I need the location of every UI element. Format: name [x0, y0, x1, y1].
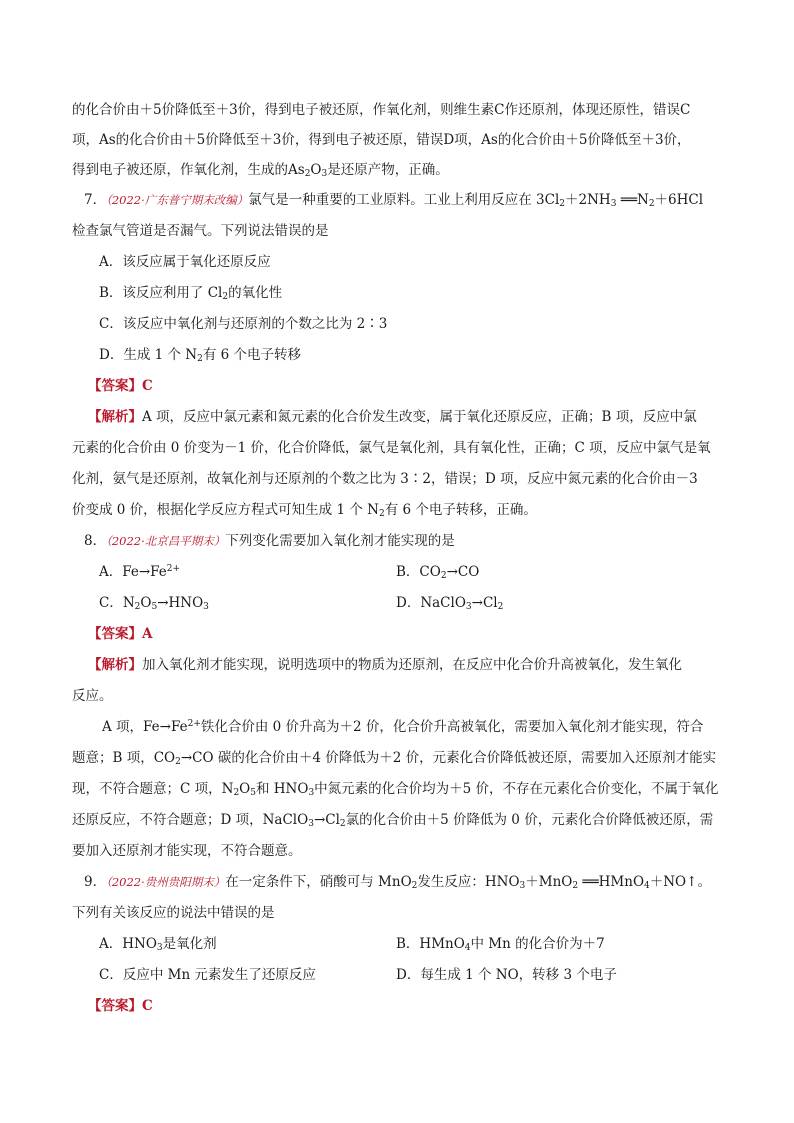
q8-option-b: B．$CO_2\to CO$	[396, 564, 480, 581]
q8-analysis-line-5: 要加入还原剂才能实现，不符合题意。	[72, 843, 302, 859]
q7-source: （2022·广东普宁期末改编）	[106, 193, 249, 207]
q7-answer	[88, 377, 153, 395]
q7-option-c: C．该反应中氧化剂与还原剂的个数之比为 2∶3	[99, 316, 388, 332]
q8-stem: 下列变化需要加入氧化剂才能实现的是	[225, 533, 455, 549]
q8-stem-line	[84, 532, 455, 550]
q7-answer-value: C	[142, 378, 153, 394]
q9-answer-label: 【答案】	[88, 998, 142, 1014]
q9-number: 9．	[84, 874, 107, 890]
q7-answer-label: 【答案】	[88, 378, 142, 394]
q7-analysis-line-2: 元素的化合价由 0 价变为－1 价，化合价降低，氯气是氧化剂，具有氧化性，正确；C 项，反应中氯气是氧	[72, 440, 711, 456]
q8-analysis-line-2: 题意；B 项，$CO_2\to CO$ 碳的化合价由＋4 价降低为＋2 价，元素化合价降低被还原，需要加入还原剂才能实	[72, 750, 717, 767]
top-line-2: 项，As的化合价由＋5价降低至＋3价，得到电子被还原，错误D项，As的化合价由＋5价降低至＋3价，	[72, 132, 691, 148]
q7-option-b: B．该反应利用了 $Cl_2$的氧化性	[99, 285, 283, 302]
q8-analysis-line-3: 现，不符合题意；C 项，$N_2O_5$和 $HNO_3$中氮元素的化合价均为＋5 价，不存在元素化合价变化，不属于氧化	[72, 781, 719, 798]
q7-analysis-line-4: 价变成 0 价，根据化学反应方程式可知生成 1 个 $N_2$有 6 个电子转移，正确。	[72, 502, 537, 519]
q9-stem-line-2: 下列有关该反应的说法中错误的是	[72, 905, 275, 921]
q8-option-a: A．$Fe\to Fe^{2+}$	[99, 564, 181, 580]
q9-stem-1: 在一定条件下，硝酸可与 MnO$_2$发生反应：$HNO_3+MnO_2$ ══HMnO$_4$＋NO↑。	[225, 874, 711, 891]
top-line-3: 得到电子被还原，作氧化剂，生成的$As_2O_3$是还原产物，正确。	[72, 162, 449, 179]
q8-analysis-intro-1: 【解析】加入氧化剂才能实现，说明选项中的物质为还原剂，在反应中化合价升高被氧化，发生氧化	[88, 657, 682, 673]
q7-option-a: A．该反应属于氧化还原反应	[99, 254, 271, 270]
q7-stem-line-2: 检查氯气管道是否漏气。下列说法错误的是	[72, 223, 329, 239]
q9-option-d: D．每生成 1 个 NO，转移 3 个电子	[396, 967, 617, 983]
q7-number: 7．	[84, 192, 107, 208]
q9-option-c: C．反应中 Mn 元素发生了还原反应	[99, 967, 316, 983]
q8-option-c: C．$N_2O_5\to HNO_3$	[99, 595, 209, 612]
q7-stem-1: 氯气是一种重要的工业原料。工业上利用反应在 $3Cl_2+2NH_3$ $══N_2+6HCl$	[248, 192, 704, 209]
q7-analysis-line-3: 化剂，氨气是还原剂，故氧化剂与还原剂的个数之比为 3∶2，错误；D 项，反应中氮元素的化合价由－3	[72, 471, 698, 487]
q8-option-d: D．$NaClO_3\to Cl_2$	[396, 595, 504, 612]
q7-analysis-label: 【解析】	[88, 409, 142, 425]
q9-answer	[88, 997, 153, 1015]
q7-analysis-line-1: 【解析】A 项，反应中氯元素和氮元素的化合价发生改变，属于氧化还原反应，正确；B 项，反应中氯	[88, 409, 697, 425]
q9-option-a: A．$HNO_3$是氧化剂	[99, 936, 217, 953]
q8-source: （2022·北京昌平期末）	[106, 534, 226, 548]
q8-answer-label: 【答案】	[88, 626, 142, 642]
q9-option-b: B．HMnO$_4$中 Mn 的化合价为＋7	[396, 936, 605, 953]
q9-stem-line-1	[84, 873, 711, 891]
q7-stem-line-1	[84, 191, 703, 209]
q7-option-d: D．生成 1 个 $N_2$有 6 个电子转移	[99, 347, 302, 364]
q9-source: （2022·贵州贵阳期末）	[106, 875, 226, 889]
q8-analysis-line-4: 还原反应，不符合题意；D 项，$NaClO_3\to Cl_2$氯的化合价由＋5 价降低为 0 价，元素化合价降低被还原，需	[72, 812, 714, 829]
q8-answer	[88, 625, 152, 643]
top-line-1: 的化合价由＋5价降低至＋3价，得到电子被还原，作氧化剂，则维生素C作还原剂，体现还原性，错误C	[72, 102, 691, 118]
q9-answer-value: C	[142, 998, 153, 1014]
q8-number: 8．	[84, 533, 107, 549]
q8-analysis-intro-2: 反应。	[72, 688, 113, 704]
q8-answer-value: A	[142, 626, 153, 642]
q8-analysis-line-1: A 项，$Fe\to Fe^{2+}$铁化合价由 0 价升高为＋2 价，化合价升高被氧化，需要加入氧化剂才能实现，符合	[102, 719, 704, 735]
q8-analysis-label: 【解析】	[88, 657, 142, 673]
